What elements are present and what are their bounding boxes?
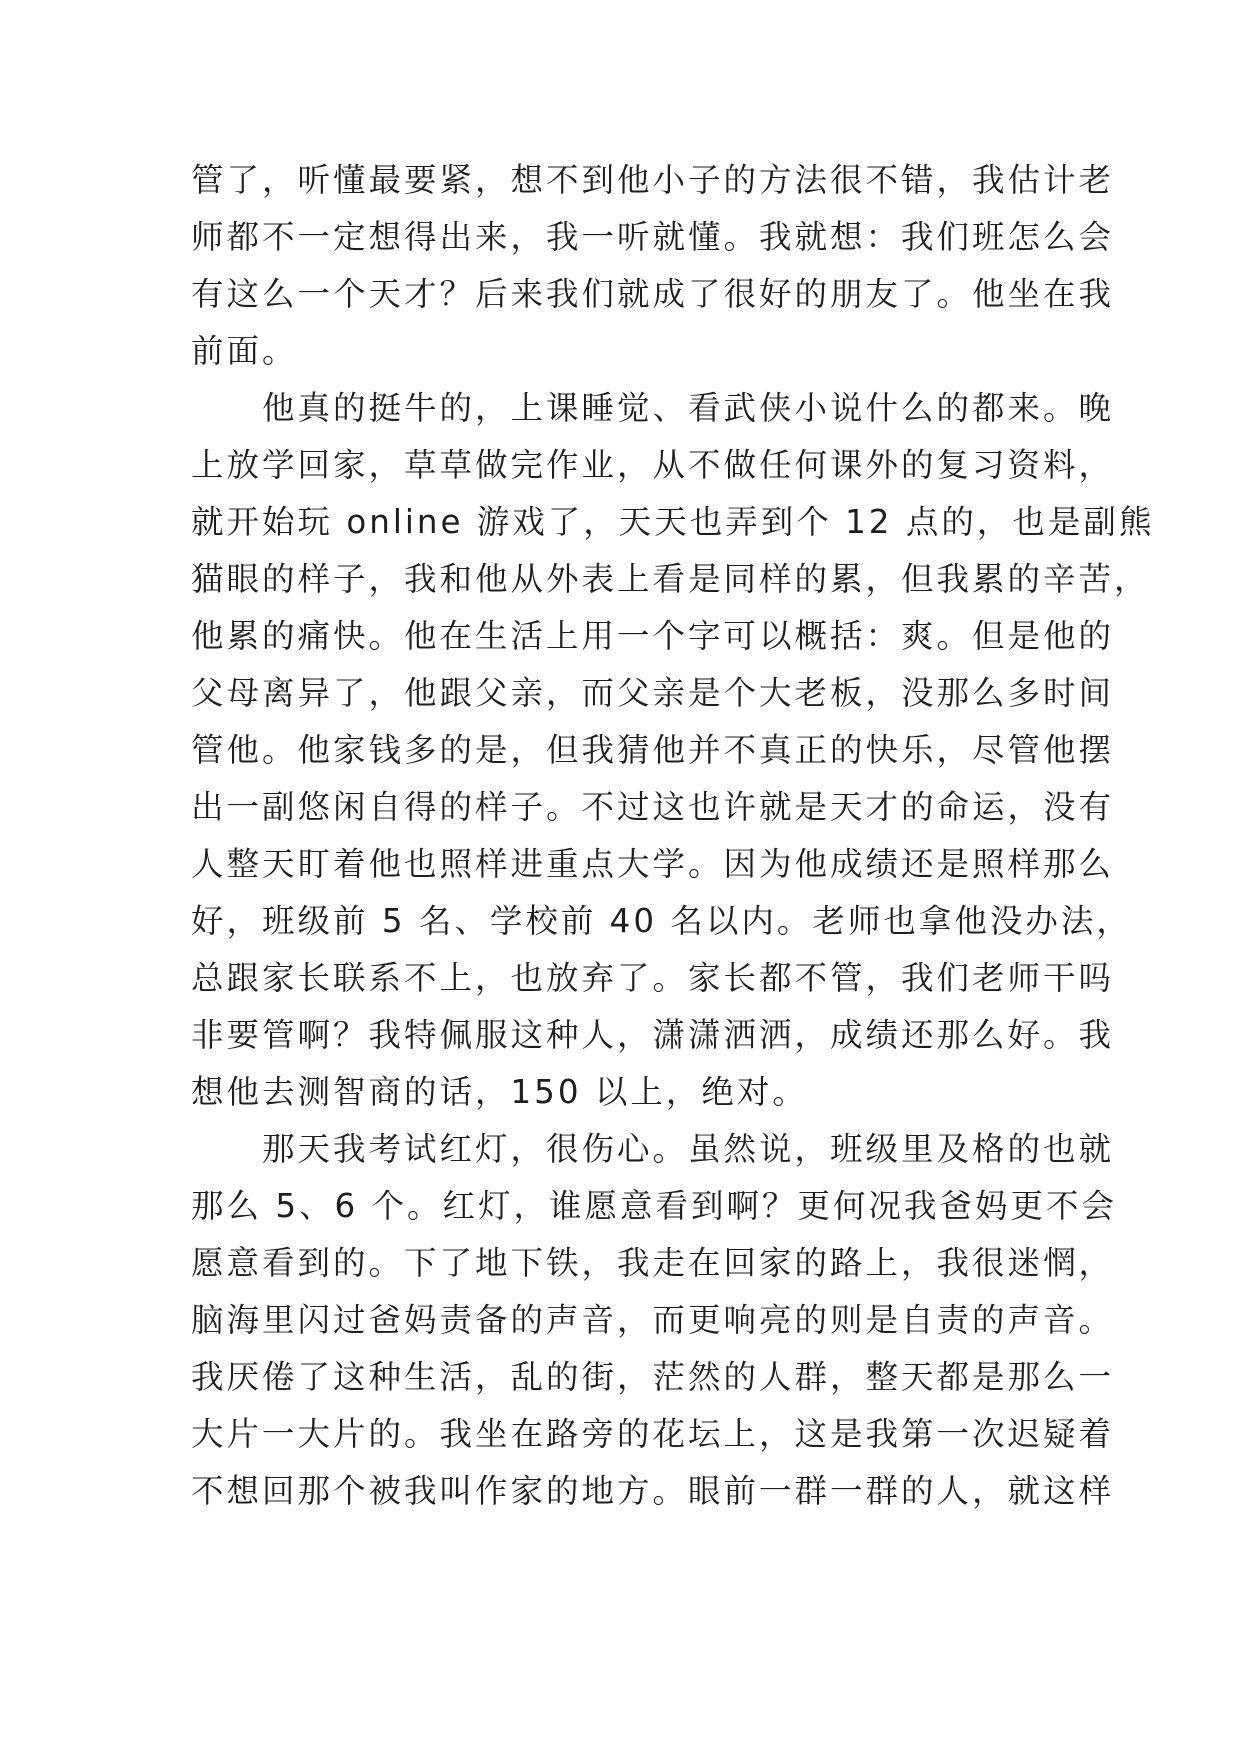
- text-line: 他真的挺牛的，上课睡觉、看武侠小说什么的都来。晚: [191, 389, 1115, 427]
- text-line: 他累的痛快。他在生活上用一个字可以概括：爽。但是他的: [191, 617, 1115, 655]
- text-line: 师都不一定想得出来，我一听就懂。我就想：我们班怎么会: [191, 218, 1115, 256]
- text-line: 我厌倦了这种生活，乱的街，茫然的人群，整天都是那么一: [191, 1358, 1115, 1396]
- text-line: 管了，听懂最要紧，想不到他小子的方法很不错，我估计老: [191, 161, 1115, 199]
- body-text: [191, 152, 1155, 1520]
- text-line: 那么 5、6 个。红灯，谁愿意看到啊？更何况我爸妈更不会: [191, 1187, 1118, 1225]
- text-line: 总跟家长联系不上，也放弃了。家长都不管，我们老师干吗: [191, 959, 1115, 997]
- text-line: 父母离异了，他跟父亲，而父亲是个大老板，没那么多时间: [191, 674, 1115, 712]
- text-line: 大片一大片的。我坐在路旁的花坛上，这是我第一次迟疑着: [191, 1415, 1115, 1453]
- text-line: 愿意看到的。下了地下铁，我走在回家的路上，我很迷惘，: [191, 1244, 1115, 1282]
- text-line: 不想回那个被我叫作家的地方。眼前一群一群的人，就这样: [191, 1472, 1115, 1510]
- text-line: 人整天盯着他也照样进重点大学。因为他成绩还是照样那么: [191, 845, 1115, 883]
- text-line: 上放学回家，草草做完作业，从不做任何课外的复习资料，: [191, 446, 1115, 484]
- text-line: 好，班级前 5 名、学校前 40 名以内。老师也拿他没办法，: [191, 902, 1132, 940]
- text-line: 就开始玩 online 游戏了，天天也弄到个 12 点的，也是副熊: [191, 503, 1155, 541]
- text-line: 有这么一个天才？后来我们就成了很好的朋友了。他坐在我: [191, 275, 1115, 313]
- text-line: 那天我考试红灯，很伤心。虽然说，班级里及格的也就: [191, 1130, 1115, 1168]
- text-line: 管他。他家钱多的是，但我猜他并不真正的快乐，尽管他摆: [191, 731, 1115, 769]
- text-line: 想他去测智商的话，150 以上，绝对。: [191, 1073, 808, 1111]
- text-line: 出一副悠闲自得的样子。不过这也许就是天才的命运，没有: [191, 788, 1115, 826]
- text-line: 脑海里闪过爸妈责备的声音，而更响亮的则是自责的声音。: [191, 1301, 1115, 1339]
- text-line: 猫眼的样子，我和他从外表上看是同样的累，但我累的辛苦，: [191, 560, 1150, 598]
- text-line: 非要管啊？我特佩服这种人，潇潇洒洒，成绩还那么好。我: [191, 1016, 1115, 1054]
- text-line: 前面。: [191, 332, 298, 370]
